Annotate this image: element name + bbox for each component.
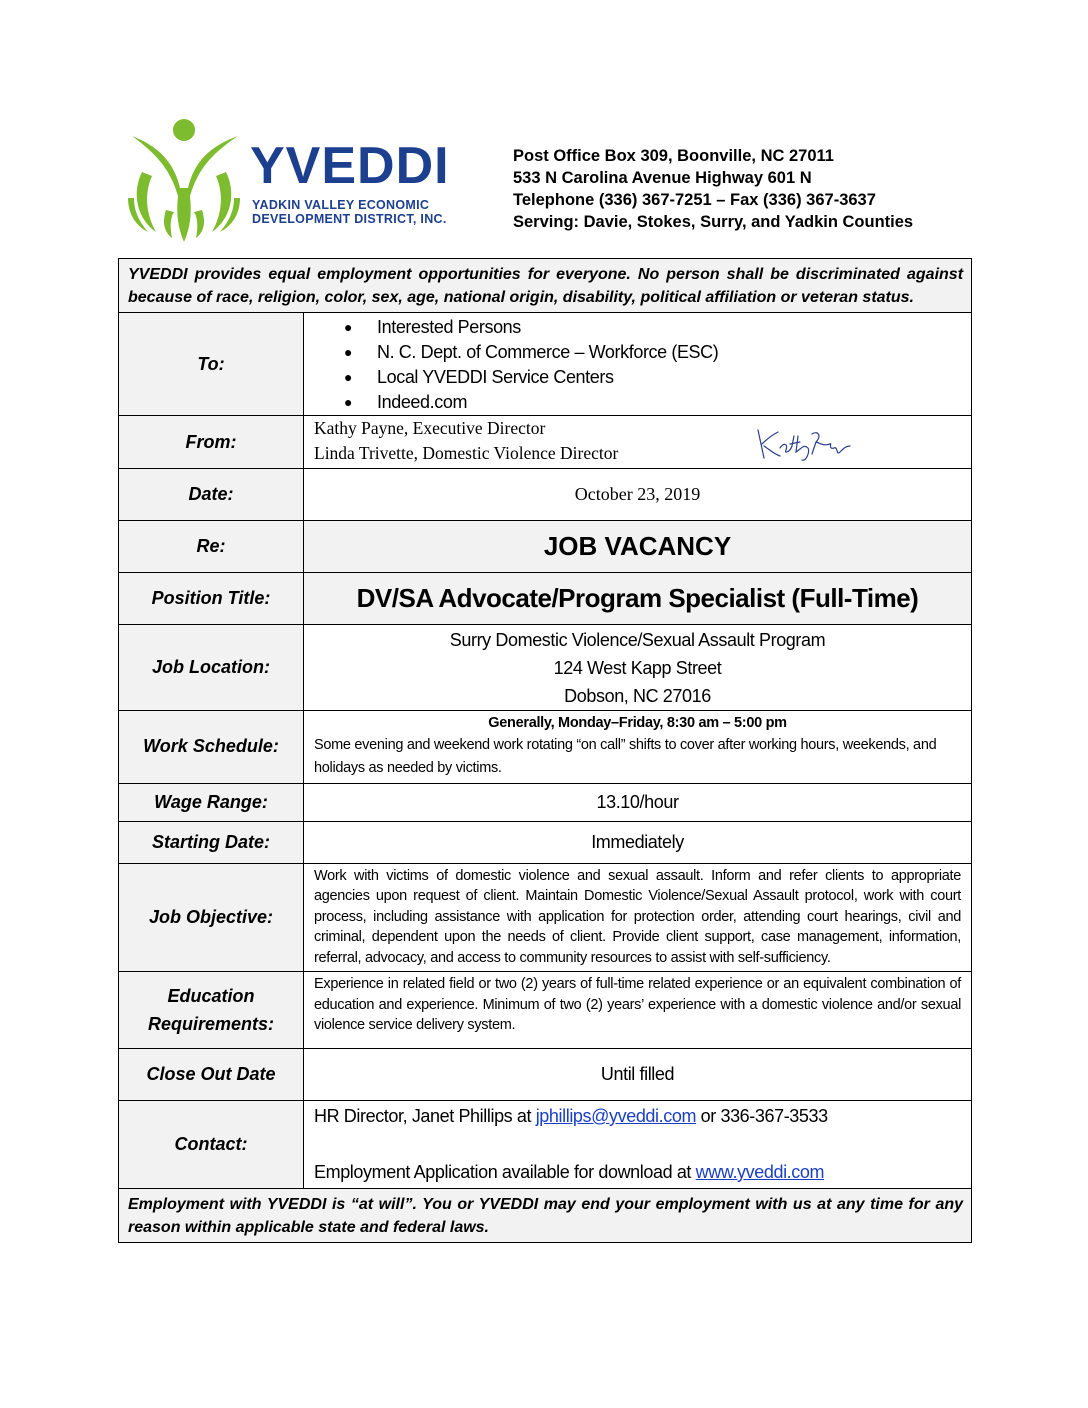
email-link[interactable]: jphillips@yveddi.com bbox=[535, 1106, 697, 1126]
job-location-value bbox=[304, 625, 972, 711]
date-row bbox=[119, 469, 972, 521]
contact-value bbox=[304, 1101, 972, 1189]
work-schedule-label: Work Schedule: bbox=[119, 711, 304, 784]
starting-date-label: Starting Date: bbox=[119, 821, 304, 863]
eeo-statement: YVEDDI provides equal employment opportunities for everyone. No person shall be discriminated against because of race, religion, color, sex, age, national origin, disability, political affiliation or veteran status. bbox=[119, 259, 972, 313]
education-value: Experience in related field or two (2) years of full-time related experience or an equivalent combination of education and experience. Minimum of two (2) years’ experience with a domestic violence and/or sexual violence service delivery system. bbox=[304, 972, 972, 1049]
education-label bbox=[119, 972, 304, 1049]
schedule-detail: Some evening and weekend work rotating “on call” shifts to cover after working hours, weekends, and holidays as needed by victims. bbox=[314, 736, 937, 776]
to-value bbox=[304, 313, 972, 416]
bullet-icon: ● bbox=[344, 369, 353, 385]
close-out-value: Until filled bbox=[304, 1049, 972, 1101]
from-line: Linda Trivette, Domestic Violence Director bbox=[314, 443, 619, 463]
list-item bbox=[344, 315, 971, 340]
signature-icon bbox=[752, 422, 852, 466]
address-line: Serving: Davie, Stokes, Surry, and Yadkin Counties bbox=[513, 213, 914, 231]
position-title-value: DV/SA Advocate/Program Specialist (Full-Time) bbox=[304, 573, 972, 625]
location-line: Dobson, NC 27016 bbox=[564, 685, 711, 706]
education-label-line2: Requirements: bbox=[147, 1014, 275, 1034]
at-will-row bbox=[119, 1189, 972, 1243]
job-vacancy-table bbox=[118, 258, 972, 1243]
contact-prefix: HR Director, Janet Phillips at bbox=[314, 1106, 536, 1126]
address-line: 533 N Carolina Avenue Highway 601 N bbox=[513, 169, 812, 187]
list-item bbox=[344, 365, 971, 390]
recipient: N. C. Dept. of Commerce – Workforce (ESC) bbox=[377, 342, 719, 362]
yveddi-logo bbox=[128, 118, 458, 242]
re-row bbox=[119, 521, 972, 573]
wage-range-label: Wage Range: bbox=[119, 783, 304, 821]
address-line: Post Office Box 309, Boonville, NC 27011 bbox=[513, 147, 834, 165]
contact-label: Contact: bbox=[119, 1101, 304, 1189]
starting-date-value: Immediately bbox=[304, 821, 972, 863]
work-schedule-value bbox=[304, 711, 972, 784]
position-title-label: Position Title: bbox=[119, 573, 304, 625]
at-will-statement: Employment with YVEDDI is “at will”. You or YVEDDI may end your employment with us at any time for any reason within applicable state and federal laws. bbox=[119, 1189, 972, 1243]
logo-subtitle-line1: YADKIN VALLEY ECONOMIC bbox=[252, 198, 430, 212]
re-value: JOB VACANCY bbox=[304, 521, 972, 573]
schedule-headline: Generally, Monday–Friday, 8:30 am – 5:00 pm bbox=[488, 715, 787, 731]
eeo-row bbox=[119, 259, 972, 313]
to-row bbox=[119, 313, 972, 416]
wage-range-value: 13.10/hour bbox=[304, 783, 972, 821]
to-label: To: bbox=[119, 313, 304, 416]
address-line: Telephone (336) 367-7251 – Fax (336) 367-3637 bbox=[513, 191, 876, 209]
person-leaves-logo-icon bbox=[128, 118, 246, 242]
logo-subtitle-line2: DEVELOPMENT DISTRICT, INC. bbox=[252, 212, 447, 226]
contact-row bbox=[119, 1101, 972, 1189]
starting-date-row bbox=[119, 821, 972, 863]
location-line: 124 West Kapp Street bbox=[553, 657, 722, 678]
contact-line-2 bbox=[314, 1159, 961, 1185]
website-link[interactable]: www.yveddi.com bbox=[695, 1162, 825, 1182]
bullet-icon: ● bbox=[344, 344, 353, 360]
from-label: From: bbox=[119, 416, 304, 469]
bullet-icon: ● bbox=[344, 394, 353, 410]
recipient: Local YVEDDI Service Centers bbox=[377, 367, 614, 387]
recipient: Indeed.com bbox=[377, 392, 468, 412]
close-out-label: Close Out Date bbox=[119, 1049, 304, 1101]
wage-range-row bbox=[119, 783, 972, 821]
position-title-row bbox=[119, 573, 972, 625]
re-label: Re: bbox=[119, 521, 304, 573]
address-block bbox=[513, 145, 913, 233]
recipient: Interested Persons bbox=[377, 317, 521, 337]
job-location-label: Job Location: bbox=[119, 625, 304, 711]
education-row bbox=[119, 972, 972, 1049]
logo-subtitle bbox=[252, 198, 447, 226]
from-line: Kathy Payne, Executive Director bbox=[314, 418, 546, 438]
bullet-icon: ● bbox=[344, 319, 353, 335]
work-schedule-row bbox=[119, 711, 972, 784]
logo-brand: YVEDDI bbox=[250, 137, 450, 195]
education-label-line1: Education bbox=[167, 986, 255, 1006]
recipient-list bbox=[304, 313, 971, 415]
list-item bbox=[344, 340, 971, 365]
list-item bbox=[344, 390, 971, 415]
job-objective-value: Work with victims of domestic violence and sexual assault. Inform and refer clients to appropriate agencies upon request of client. Maintain Domestic Violence/Sexual Assault protocol, work with court process, including assistance with application for protection order, attending court hearings, civil and criminal, dependent upon the needs of client. Provide client support, case management, information, referral, advocacy, and access to community resources to assist with self-sufficiency. bbox=[304, 863, 972, 972]
from-row bbox=[119, 416, 972, 469]
contact-line-1 bbox=[314, 1103, 961, 1129]
date-label: Date: bbox=[119, 469, 304, 521]
job-objective-label: Job Objective: bbox=[119, 863, 304, 972]
job-objective-row bbox=[119, 863, 972, 972]
close-out-row bbox=[119, 1049, 972, 1101]
location-line: Surry Domestic Violence/Sexual Assault Program bbox=[449, 629, 826, 650]
date-value: October 23, 2019 bbox=[304, 469, 972, 521]
job-location-row bbox=[119, 625, 972, 711]
contact-phone: or 336-367-3533 bbox=[696, 1106, 828, 1126]
application-text: Employment Application available for download at bbox=[314, 1162, 696, 1182]
from-value bbox=[304, 416, 972, 469]
